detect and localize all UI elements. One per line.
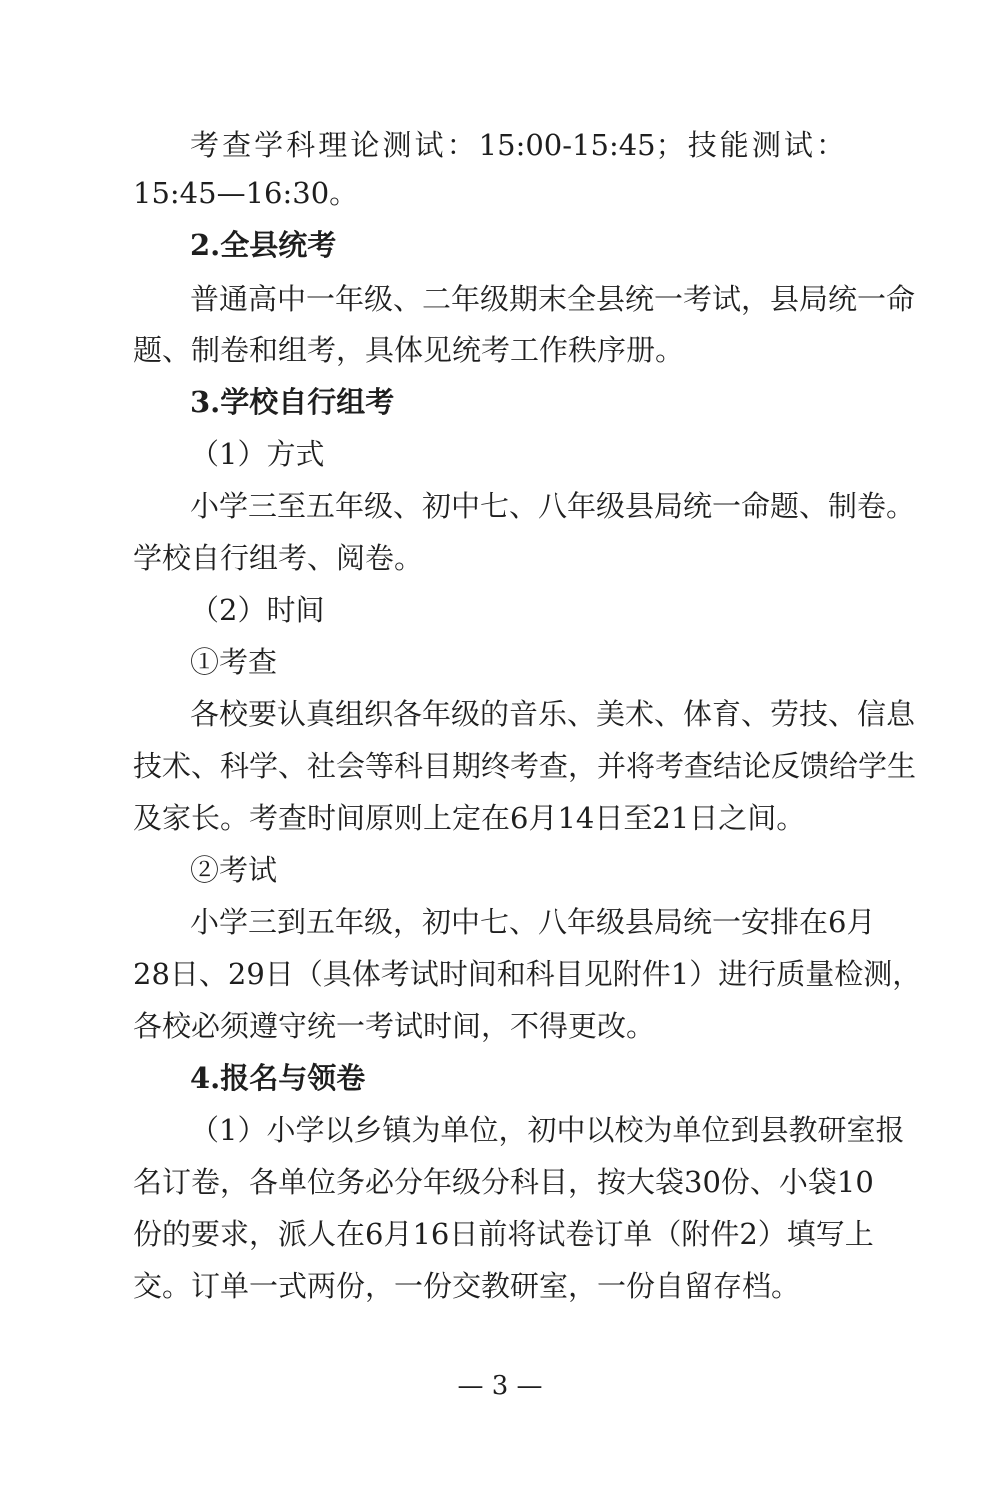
- section-heading-school-exam: 3.学校自行组考: [190, 385, 395, 419]
- paragraph-line: （1）小学以乡镇为单位，初中以校为单位到县教研室报: [190, 1113, 905, 1147]
- subheading-method: （1）方式: [190, 437, 325, 471]
- subheading-time: （2）时间: [190, 593, 325, 627]
- paragraph-line: 小学三到五年级，初中七、八年级县局统一安排在6月: [190, 905, 876, 939]
- paragraph-line: 技术、科学、社会等科目期终考查，并将考查结论反馈给学生: [133, 749, 917, 783]
- paragraph-line: 交。订单一式两份，一份交教研室，一份自留存档。: [133, 1269, 801, 1303]
- paragraph-line: 28日、29日（具体考试时间和科目见附件1）进行质量检测，: [133, 957, 922, 991]
- paragraph-line: 学校自行组考、阅卷。: [133, 541, 424, 575]
- paragraph-line: 各校要认真组织各年级的音乐、美术、体育、劳技、信息: [190, 697, 916, 731]
- exam-time-line-2: 15:45—16:30。: [133, 176, 359, 210]
- paragraph-line: 各校必须遵守统一考试时间，不得更改。: [133, 1009, 656, 1043]
- paragraph-line: 份的要求，派人在6月16日前将试卷订单（附件2）填写上: [133, 1217, 874, 1251]
- exam-time-line-1: 考查学科理论测试：15:00-15:45；技能测试：: [190, 128, 845, 162]
- paragraph-line: 小学三至五年级、初中七、八年级县局统一命题、制卷。: [190, 489, 916, 523]
- paragraph-line: 及家长。考查时间原则上定在6月14日至21日之间。: [133, 801, 806, 835]
- subheading-exam: ②考试: [190, 853, 278, 887]
- section-heading-registration: 4.报名与领卷: [190, 1061, 366, 1095]
- paragraph-line: 普通高中一年级、二年级期末全县统一考试，县局统一命: [190, 282, 916, 316]
- page-number: — 3 —: [457, 1371, 543, 1401]
- section-heading-county-exam: 2.全县统考: [190, 228, 337, 262]
- subheading-check: ①考查: [190, 645, 278, 679]
- paragraph-line: 名订卷，各单位务必分年级分科目，按大袋30份、小袋10: [133, 1165, 874, 1199]
- paragraph-line: 题、制卷和组考，具体见统考工作秩序册。: [133, 333, 685, 367]
